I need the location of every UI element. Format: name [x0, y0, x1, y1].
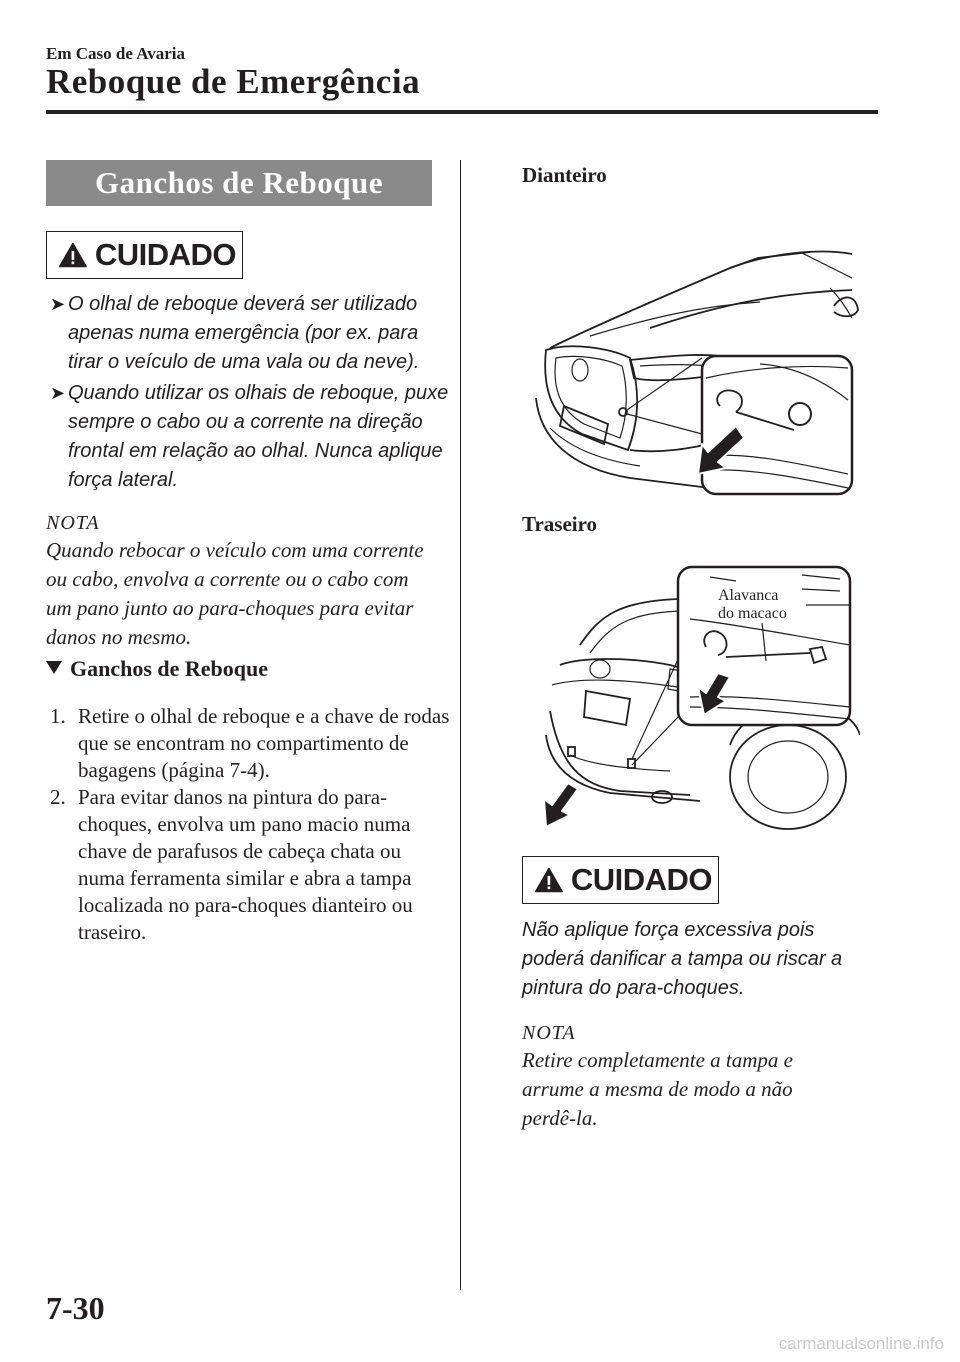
steps-list — [50, 703, 450, 946]
front-figure-label: Dianteiro — [522, 163, 607, 187]
caution-text-right: Não aplique força excessiva pois poderá danificar a tampa ou riscar a pintura do para-choques. — [522, 919, 843, 999]
note-text-right: Retire completamente a tampa e arrume a mesma de modo a não perdê-la. — [522, 1048, 793, 1130]
page-number: 7-30 — [46, 1290, 105, 1326]
front-bumper-illustration — [530, 238, 860, 500]
warning-triangle-icon — [59, 240, 87, 270]
bullet-arrow-icon: ➤ — [50, 294, 66, 314]
section-triangle-icon — [46, 661, 62, 674]
rear-figure-label: Traseiro — [522, 512, 598, 536]
header-rule — [46, 110, 878, 114]
chapter-title: Reboque de Emergência — [46, 62, 421, 101]
bullet-arrow-icon: ➤ — [50, 383, 66, 403]
caution-box-right — [522, 856, 719, 904]
caution-label: CUIDADO — [94, 237, 236, 272]
warning-triangle-icon — [535, 865, 563, 895]
caution-list — [50, 290, 450, 497]
caution-item: ➤ Quando utilizar os olhais de reboque, puxe sempre o cabo ou a corrente na direção frontal em relação ao olhal. Nunca aplique força lateral. — [50, 379, 450, 495]
step-item: 2. Para evitar danos na pintura do para-choques, envolva um pano macio numa chave de parafusos de cabeça chata ou numa ferramenta similar e abra a tampa localizada no para-choques dianteiro ou traseiro. — [50, 785, 413, 944]
caution-label: CUIDADO — [570, 862, 712, 897]
note-label: NOTA — [46, 512, 100, 534]
section-banner: Ganchos de Reboque — [46, 160, 432, 206]
caution-box-left — [46, 231, 243, 279]
rear-bumper-illustration — [540, 565, 860, 835]
rear-callout-label: Alavanca do macaco — [718, 587, 787, 622]
watermark: carmanualsonline.info — [778, 1334, 944, 1353]
step-item: 1. Retire o olhal de reboque e a chave de rodas que se encontram no compartimento de bagagens (página 7-4). — [50, 704, 450, 782]
subheading: Ganchos de Reboque — [46, 656, 268, 682]
note-text: Quando rebocar o veículo com uma corrente ou cabo, envolva a corrente ou o cabo com um pano junto ao para-choques para evitar danos no mesmo. — [46, 538, 424, 649]
section-name: Em Caso de Avaria — [46, 44, 185, 63]
caution-item: ➤ O olhal de reboque deverá ser utilizado apenas numa emergência (por ex. para tirar o veículo de uma vala ou da neve). — [50, 290, 450, 377]
note-label-right: NOTA — [522, 1022, 576, 1044]
column-divider — [460, 160, 461, 1290]
